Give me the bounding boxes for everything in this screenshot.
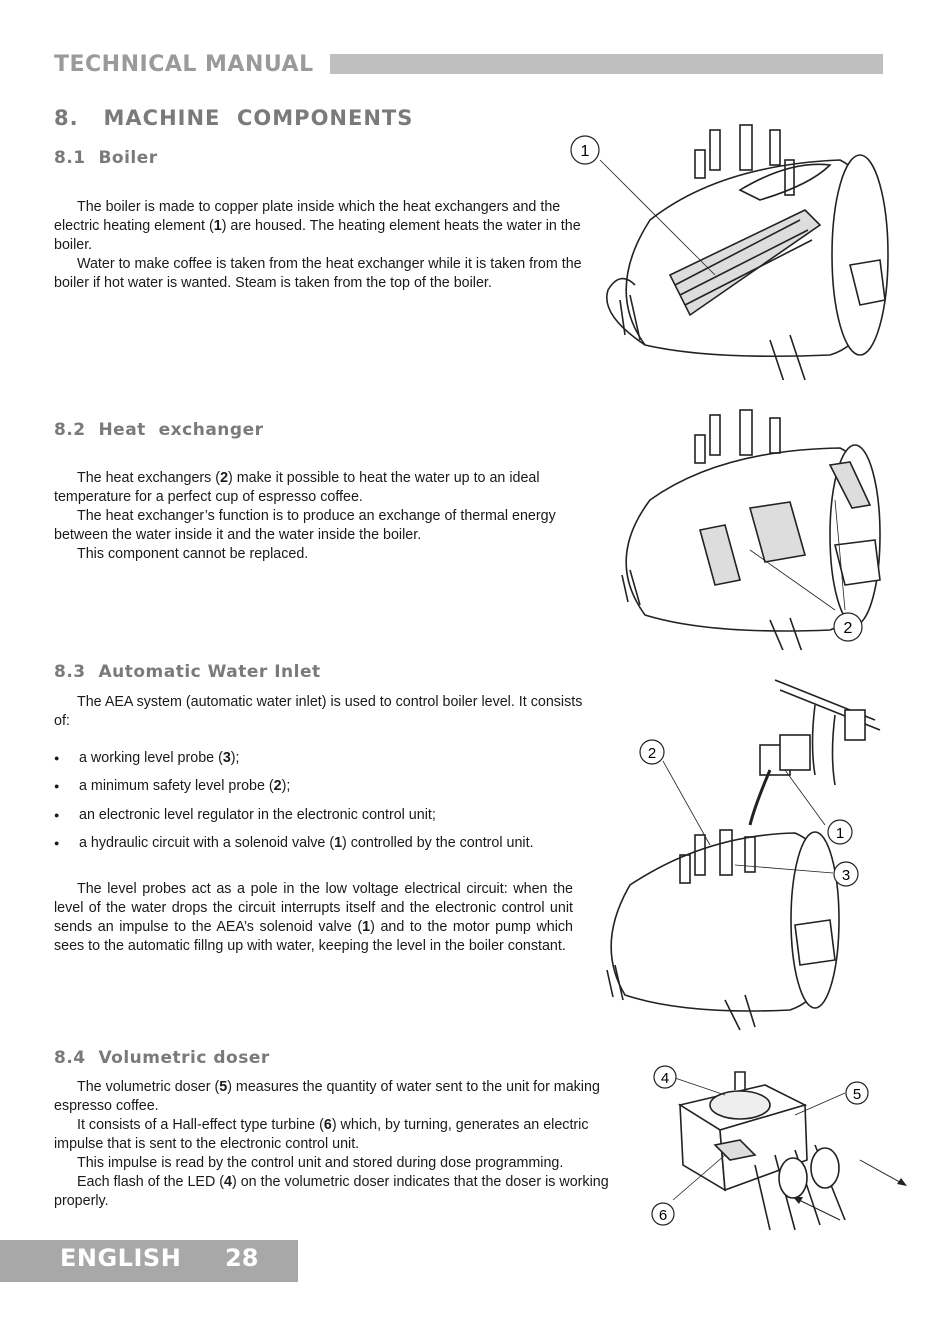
section-heading-boiler: 8.1 Boiler [54,148,158,168]
boiler-paragraph-1: The boiler is made to copper plate inside which the heat exchangers and the electric heating element (1) are housed. The heating element heats the water in the boiler. [54,199,581,253]
chapter-title: MACHINE COMPONENTS [103,106,414,130]
callout-label: 4 [660,1070,670,1087]
callout-label: 2 [843,620,853,637]
heat-exchanger-paragraph-1: The heat exchangers (2) make it possible to heat the water up to an ideal temperature for a perfect cup of espresso coffee. [54,470,540,505]
section-heading-water-inlet: 8.3 Automatic Water Inlet [54,662,321,682]
water-inlet-paragraph-2: The level probes act as a pole in the low voltage electrical circuit: when the level of the water drops the circuit interrupts itself and the electronic control unit sends an impulse to the AEA’s solenoid valve (1) and to the motor pump which sees to the automatic fillng up with water, keeping the level in the boiler constant. [54,881,573,954]
water-inlet-text [54,880,573,956]
list-item: ● an electronic level regulator in the electronic control unit; [54,805,594,833]
callout-label: 5 [852,1086,862,1103]
list-item: ● a working level probe (3); [54,748,594,776]
water-inlet-intro [54,693,589,731]
boiler-paragraph-2: Water to make coffee is taken from the heat exchanger while it is taken from the boiler if hot water is wanted. Steam is taken from the top of the boiler. [54,256,582,291]
doser-paragraph-1: The volumetric doser (5) measures the quantity of water sent to the unit for making espresso coffee. [54,1079,600,1114]
doser-text [54,1078,634,1211]
water-inlet-intro-text: The AEA system (automatic water inlet) is used to control boiler level. It consists of: [54,694,583,729]
callout-label: 1 [580,143,590,160]
callout-label: 1 [835,825,845,842]
heat-exchanger-paragraph-3: This component cannot be replaced. [77,546,309,562]
manual-title: TECHNICAL MANUAL [54,52,314,77]
page-number: 28 [225,1244,259,1272]
boiler-illustration [560,100,900,380]
water-inlet-illustration [595,665,915,1045]
doser-paragraph-4: Each flash of the LED (4) on the volumetric doser indicates that the doser is working properly. [54,1174,609,1209]
boiler-text [54,198,589,293]
callout-label: 6 [658,1207,668,1224]
heat-exchanger-text [54,469,589,564]
callout-label: 2 [647,745,657,762]
callout-label: 3 [841,867,851,884]
chapter-number: 8. [54,106,79,130]
header-bar [330,54,883,74]
chapter-heading [54,106,413,130]
section-heading-heat-exchanger: 8.2 Heat exchanger [54,420,264,440]
water-inlet-components-list [54,748,594,862]
doser-illustration [645,1060,915,1235]
footer-language: ENGLISH [60,1244,182,1272]
heat-exchanger-paragraph-2: The heat exchanger’s function is to produce an exchange of thermal energy between the water inside it and the water inside the boiler. [54,508,556,543]
doser-paragraph-3: This impulse is read by the control unit and stored during dose programming. [77,1155,564,1171]
list-item: ● a hydraulic circuit with a solenoid valve (1) controlled by the control unit. [54,833,594,861]
doser-paragraph-2: It consists of a Hall-effect type turbine (6) which, by turning, generates an electric impulse that is sent to the electronic control unit. [54,1117,589,1152]
section-heading-doser: 8.4 Volumetric doser [54,1048,270,1068]
heat-exchanger-illustration [590,390,890,650]
list-item: ● a minimum safety level probe (2); [54,776,594,804]
